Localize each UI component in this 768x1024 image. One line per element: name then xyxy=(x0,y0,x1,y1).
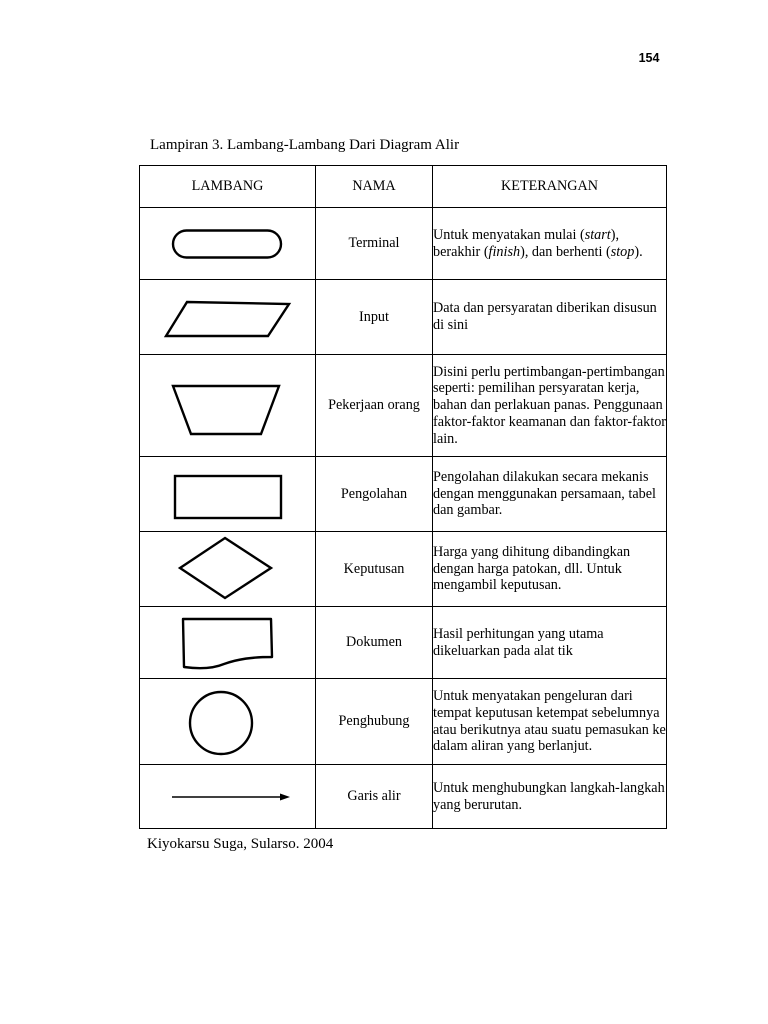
symbol-name: Penghubung xyxy=(316,679,433,765)
symbol-name: Terminal xyxy=(316,208,433,280)
symbol-name: Dokumen xyxy=(316,607,433,679)
description-text: Data dan persyaratan diberikan disusun di sini xyxy=(433,300,657,333)
symbol-description xyxy=(433,532,667,607)
description-text: Pengolahan dilakukan secara mekanis dengan menggunakan persamaan, tabel dan gambar. xyxy=(433,468,656,519)
symbol-name: Input xyxy=(316,280,433,355)
terminal-shape-icon xyxy=(140,208,316,279)
description-emphasis: start xyxy=(584,226,611,243)
symbol-name: Pengolahan xyxy=(316,457,433,532)
table-row-terminal xyxy=(140,208,667,280)
table-header-row xyxy=(140,166,667,208)
symbol-description xyxy=(433,607,667,679)
symbol-name: Pekerjaan orang xyxy=(316,355,433,457)
process-shape-icon xyxy=(140,457,316,531)
symbol-cell xyxy=(140,607,316,679)
table-row-input xyxy=(140,280,667,355)
header-description: KETERANGAN xyxy=(433,166,667,208)
symbol-cell xyxy=(140,457,316,532)
manual-operation-shape-icon xyxy=(140,355,316,456)
table-row-document xyxy=(140,607,667,679)
document-shape-icon xyxy=(140,607,316,678)
symbol-cell xyxy=(140,208,316,280)
description-text: Hasil perhitungan yang utama dikeluarkan pada alat tik xyxy=(433,625,604,659)
source-citation: Kiyokarsu Suga, Sularso. 2004 xyxy=(147,836,334,852)
symbol-description xyxy=(433,457,667,532)
symbol-description xyxy=(433,355,667,457)
description-text: ). xyxy=(634,243,643,260)
description-text: Untuk menyatakan mulai ( xyxy=(433,226,585,243)
symbol-name: Garis alir xyxy=(316,765,433,829)
description-text: Untuk menghubungkan langkah-langkah yang berurutan. xyxy=(433,779,665,813)
table-caption: Lampiran 3. Lambang-Lambang Dari Diagram Alir xyxy=(150,137,460,153)
description-emphasis: finish xyxy=(488,243,521,260)
symbol-cell xyxy=(140,532,316,607)
header-symbol: LAMBANG xyxy=(140,166,316,208)
decision-shape-icon xyxy=(140,532,316,606)
table-row-manual-operation xyxy=(140,355,667,457)
symbol-description xyxy=(433,208,667,280)
symbol-description xyxy=(433,679,667,765)
table-row-decision xyxy=(140,532,667,607)
description-text: Disini perlu pertimbangan-pertimbangan seperti: pemilihan persyaratan kerja, bahan dan perlakuan panas. Penggunaan faktor-faktor keamanan dan faktor-faktor lain. xyxy=(433,363,667,447)
connector-shape-icon xyxy=(140,679,316,764)
symbol-cell xyxy=(140,765,316,829)
description-text: ), dan berhenti ( xyxy=(520,243,611,260)
page-number: 154 xyxy=(638,51,660,65)
description-emphasis: stop xyxy=(610,243,635,260)
flow-line-arrow-icon xyxy=(140,765,316,828)
symbol-cell xyxy=(140,679,316,765)
symbol-name: Keputusan xyxy=(316,532,433,607)
flowchart-symbols-table xyxy=(139,165,667,829)
header-name: NAMA xyxy=(316,166,433,208)
description-text: ), berakhir ( xyxy=(433,226,619,260)
symbol-description xyxy=(433,280,667,355)
input-shape-icon xyxy=(140,280,316,354)
table-row-flow-line xyxy=(140,765,667,829)
symbol-description xyxy=(433,765,667,829)
table-row-process xyxy=(140,457,667,532)
table-row-connector xyxy=(140,679,667,765)
symbol-cell xyxy=(140,355,316,457)
symbol-cell xyxy=(140,280,316,355)
description-text: Untuk menyatakan pengeluran dari tempat keputusan ketempat sebelumnya atau berikutnya atau suatu pemasukan ke dalam aliran yang berlanjut. xyxy=(433,687,666,755)
description-text: Harga yang dihitung dibandingkan dengan harga patokan, dll. Untuk mengambil keputusan. xyxy=(433,543,631,594)
